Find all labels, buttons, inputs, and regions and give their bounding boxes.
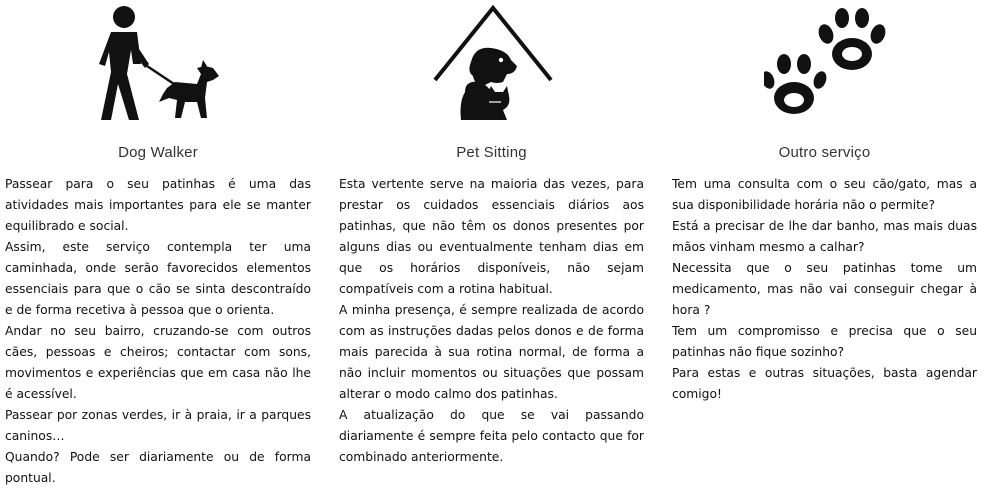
- paragraph: Para estas e outras situações, basta agendar comigo!: [672, 366, 977, 401]
- paragraph: Tem uma consulta com o seu cão/gato, mas a sua disponibilidade horária não o permite?: [672, 177, 977, 212]
- service-description: [672, 174, 977, 405]
- paragraph: Assim, este serviço contempla ter uma caminhada, onde serão favorecidos elementos essenciais para que o cão se sinta descontraído e de forma recetiva à pessoa que o orienta.: [5, 240, 311, 317]
- service-description: [5, 174, 311, 489]
- paragraph: Esta vertente serve na maioria das vezes, para prestar os cuidados essenciais diários aos patinhas, que não têm os donos presentes por alguns dias ou eventualmente tenham dias em que os horários disponíveis, não sejam compatíveis com a rotina habitual.: [339, 177, 644, 296]
- service-dog-walker: [5, 0, 311, 499]
- paragraph: Necessita que o seu patinhas tome um medicamento, mas não vai conseguir chegar à hora ?: [672, 261, 977, 317]
- service-pet-sitting: [339, 0, 644, 499]
- service-title: Pet Sitting: [456, 144, 527, 161]
- pet-house-icon-wrap: [339, 0, 644, 130]
- service-title: Outro serviço: [778, 144, 871, 161]
- paragraph: Passear para o seu patinhas é uma das atividades mais importantes para ele se manter equilibrado e social.: [5, 177, 311, 233]
- service-title: Dog Walker: [118, 144, 198, 161]
- service-other: [672, 0, 977, 499]
- paragraph: Quando? Pode ser diariamente ou de forma pontual.: [5, 450, 311, 485]
- dog-walker-icon: [97, 2, 227, 127]
- service-description: [339, 174, 644, 468]
- paragraph: Tem um compromisso e precisa que o seu patinhas não fique sozinho?: [672, 324, 977, 359]
- pet-house-icon: [431, 2, 555, 126]
- paw-prints-icon-wrap: [672, 0, 977, 130]
- paragraph: Está a precisar de lhe dar banho, mas mais duas mãos vinham mesmo a calhar?: [672, 219, 977, 254]
- paragraph: Passear por zonas verdes, ir à praia, ir a parques caninos…: [5, 408, 311, 443]
- paw-prints-icon: [764, 4, 888, 124]
- paragraph: A minha presença, é sempre realizada de acordo com as instruções dadas pelos donos e de forma mais parecida à sua rotina normal, de forma a não incluir momentos ou situações que possam alterar o modo calmo dos patinhas.: [339, 303, 644, 401]
- paragraph: Andar no seu bairro, cruzando-se com outros cães, pessoas e cheiros; contactar com sons, movimentos e experiências que em casa não lhe é acessível.: [5, 324, 311, 401]
- paragraph: A atualização do que se vai passando diariamente é sempre feita pelo contacto que for combinado anteriormente.: [339, 408, 644, 464]
- dog-walker-icon-wrap: [5, 0, 311, 130]
